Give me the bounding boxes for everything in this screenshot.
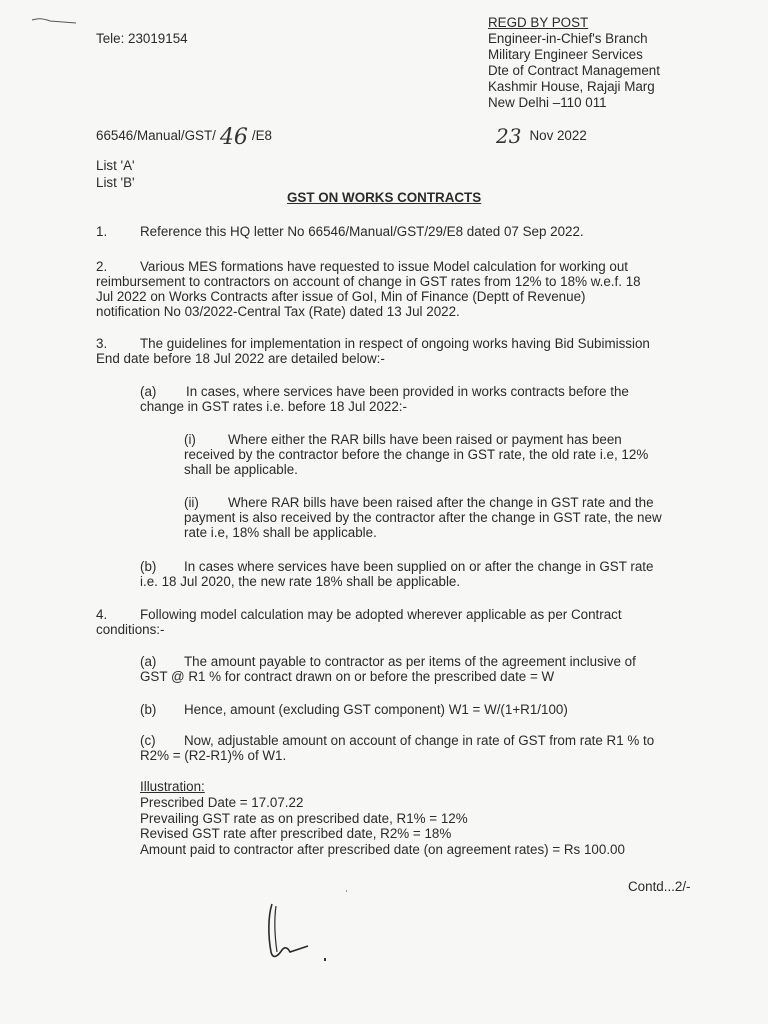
illustration-line: Prescribed Date = 17.07.22 <box>140 795 304 810</box>
para-4a-line: The amount payable to contractor as per items of the agreement inclusive of <box>184 654 636 669</box>
illustration-line: Prevailing GST rate as on prescribed date, R1% = 12% <box>140 810 468 826</box>
para-3a-ii-line: payment is also received by the contractor after the change in GST rate, the new <box>184 510 662 525</box>
para-4-number: 4. <box>96 607 108 622</box>
letter-date <box>496 124 587 148</box>
address-block <box>488 31 660 111</box>
speck <box>346 890 347 892</box>
para-3a-line: change in GST rates i.e. before 18 Jul 2022:- <box>140 399 407 414</box>
address-line: Military Engineer Services <box>488 47 643 62</box>
illustration-line: Amount paid to contractor after prescribed date (on agreement rates) = Rs 100.00 <box>140 841 625 857</box>
document-title: GST ON WORKS CONTRACTS <box>287 190 482 205</box>
para-4c-text <box>140 733 654 763</box>
telephone: Tele: 23019154 <box>96 31 188 46</box>
para-4a-number: (a) <box>140 654 157 669</box>
para-3-number: 3. <box>96 336 108 351</box>
illustration-heading: Illustration: <box>140 779 205 794</box>
para-2-line: notification No 03/2022-Central Tax (Rate) dated 13 Jul 2022. <box>96 304 460 319</box>
list-b: List 'B' <box>96 175 135 190</box>
date-handwritten-day: 23 <box>496 124 522 148</box>
para-2-number: 2. <box>96 259 108 274</box>
para-3b-number: (b) <box>140 559 157 574</box>
para-3a-i-line: received by the contractor before the change in GST rate, the old rate i.e, 12% <box>184 447 649 462</box>
para-3a-i-line: shall be applicable. <box>184 462 298 477</box>
para-2-text <box>96 259 698 319</box>
para-3b-text <box>140 559 653 589</box>
address-line: Engineer-in-Chief's Branch <box>488 31 648 46</box>
para-3-line: End date before 18 Jul 2022 are detailed below:- <box>96 351 385 366</box>
para-4a-text <box>140 654 636 684</box>
para-4-line: Following model calculation may be adopted wherever applicable as per Contract <box>140 607 622 622</box>
address-line: Dte of Contract Management <box>488 63 660 78</box>
para-3a-i-number: (i) <box>184 432 196 447</box>
ref-prefix: 66546/Manual/GST/ <box>96 128 216 143</box>
para-4-line: conditions:- <box>96 622 165 637</box>
para-3a-i-line: Where either the RAR bills have been raised or payment has been <box>228 432 622 447</box>
letter-reference <box>96 125 272 150</box>
continued-marker: Contd...2/- <box>628 879 691 894</box>
para-4c-line: R2% = (R2-R1)% of W1. <box>140 748 287 763</box>
para-3a-ii-line: rate i.e, 18% shall be applicable. <box>184 525 377 540</box>
corner-mark <box>30 14 80 28</box>
para-3a-line: In cases, where services have been provided in works contracts before the <box>186 384 629 399</box>
para-3b-line: In cases where services have been supplied on or after the change in GST rate <box>184 559 654 574</box>
signature <box>258 896 338 966</box>
para-3a-number: (a) <box>140 384 157 399</box>
para-4b-number: (b) <box>140 702 157 717</box>
para-2-line: Jul 2022 on Works Contracts after issue of GoI, Min of Finance (Deptt of Revenue) <box>96 289 586 304</box>
para-3-text <box>96 336 650 366</box>
para-3a-ii-line: Where RAR bills have been raised after the change in GST rate and the <box>228 495 654 510</box>
para-2-line: Various MES formations have requested to issue Model calculation for working out <box>140 259 629 274</box>
para-3b-line: i.e. 18 Jul 2020, the new rate 18% shall be applicable. <box>140 574 461 589</box>
para-4a-line: GST @ R1 % for contract drawn on or before the prescribed date = W <box>140 669 555 684</box>
ref-suffix: /E8 <box>251 128 272 143</box>
para-4-text <box>96 607 622 637</box>
regd-by-post: REGD BY POST <box>488 15 589 30</box>
para-1-number: 1. <box>96 224 108 239</box>
para-4c-line: Now, adjustable amount on account of change in rate of GST from rate R1 % to <box>184 733 655 748</box>
ref-handwritten-number: 46 <box>219 125 248 150</box>
date-month-year: Nov 2022 <box>529 128 587 143</box>
illustration-block <box>140 795 625 857</box>
address-line: New Delhi –110 011 <box>488 95 607 110</box>
para-3a-ii-text <box>184 495 662 540</box>
illustration-line: Revised GST rate after prescribed date, R2% = 18% <box>140 826 452 841</box>
para-4c-number: (c) <box>140 733 156 748</box>
para-3a-ii-number: (ii) <box>184 495 199 510</box>
para-3a-i-text <box>184 432 648 477</box>
para-3a-text <box>140 384 629 414</box>
para-2-line: reimbursement to contractors on account of change in GST rates from 12% to 18% w.e.f. 18 <box>96 274 641 289</box>
speck <box>324 958 326 961</box>
para-4b-text: Hence, amount (excluding GST component) W1 = W/(1+R1/100) <box>184 702 568 717</box>
address-line: Kashmir House, Rajaji Marg <box>488 79 655 94</box>
para-1-text: Reference this HQ letter No 66546/Manual/GST/29/E8 dated 07 Sep 2022. <box>140 224 584 239</box>
para-3-line: The guidelines for implementation in respect of ongoing works having Bid Subimission <box>140 336 650 351</box>
list-a: List 'A' <box>96 158 135 173</box>
